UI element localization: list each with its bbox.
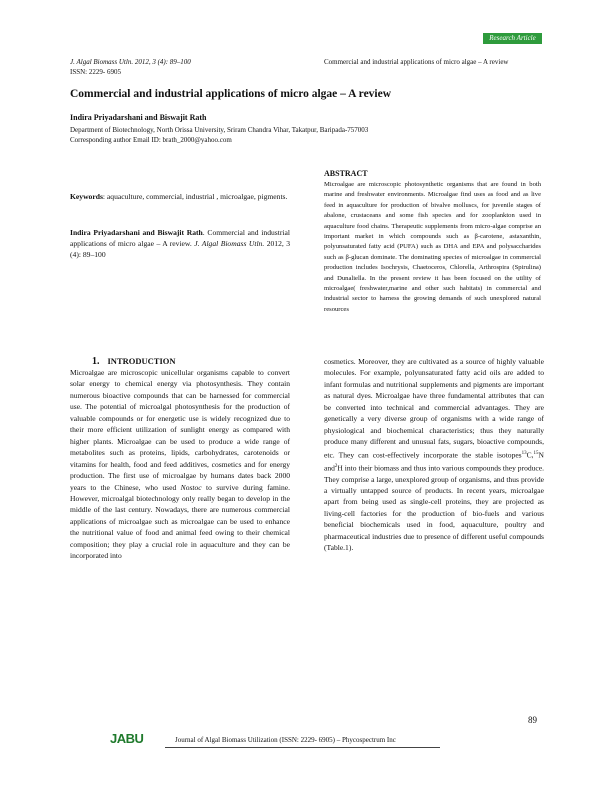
- citation-ref: 2012, 3 (4): 89–100: [70, 239, 291, 259]
- citation-block: [70, 227, 290, 260]
- affiliation-block: [70, 125, 368, 145]
- paragraph-text: N and: [324, 450, 544, 473]
- journal-issn: ISSN: 2229- 6905: [70, 68, 121, 76]
- journal-header: [70, 57, 191, 77]
- page-number: 89: [528, 715, 537, 725]
- paragraph-text: cosmetics. Moreover, they are cultivated as a source of highly valuable molecules. For example, polyunsaturated fatty acid oils are added to infant formulas and nutritional supplements and pigments are important as natural dyes. Microalgae have three fundamental attributes that can be converted into technical and commercial advantages. They are genetically a very diverse group of organisms with a wide range of physiological and biochemical characteristics; thus they naturally produce many different and unusual fats, sugars, bioactive compounds, etc. They can cost-effectively incorporate the stable isotopes: [324, 357, 544, 460]
- keywords-label: Keywords: [70, 192, 103, 201]
- journal-citation: J. Algal Biomass Utln. 2012, 3 (4): 89–100: [70, 58, 191, 66]
- isotope-superscript: 13: [521, 450, 527, 456]
- author-list: Indira Priyadarshani and Biswajit Rath: [70, 113, 207, 122]
- abstract-body: Microalgae are microscopic photosynthetic organisms that are found in both marine and freshwater environments. Microalgae find uses as food and as live feed in aquaculture for production of bivalve molluscs, for juvenile stages of abalone, crustaceans and some fish species and for zooplankton used in aquaculture food chains. Therapeutic supplements from micro-algae comprise an important market in which compounds such as β-carotene, astaxanthin, polyunsaturated fatty acid (PUFA) such as DHA and EPA and polysaccharides such as β-glucan dominate. The dominating species of microalgae in commercial production includes Isochrysis, Chaetoceros, Chlorella, Arthrospira (Spirulina) and Dunaliella. In the present review it has been focused on the utility of microalgae( freshwater,marine and other such habitats) in commercial and industrial sector to harness the growing demands of such unexplored natural resources: [324, 181, 541, 313]
- section-number: 1.: [92, 356, 100, 367]
- citation-title: . Commercial and industrial applications of micro algae – A review.: [70, 228, 290, 248]
- affiliation-department: Department of Biotechnology, North Orissa University, Sriram Chandra Vihar, Takatpur, Baripada-757003: [70, 126, 369, 134]
- isotope-superscript: 2: [334, 463, 338, 469]
- article-type-badge: Research Article: [483, 33, 542, 44]
- footer-divider: [165, 747, 440, 748]
- paragraph-text: Microalgae are microscopic unicellular organisms capable to convert solar energy to chemical energy via photosynthesis. They contain numerous bioactive compounds that can be harnessed for commercial use. The potential of microalgal photosynthesis for the production of valuable compounds or for energetic use is widely recognized due to their more efficient utilization of sunlight energy as compared with higher plants. Microalgae can be used to produce a wide range of metabolites such as proteins, lipids, carbohydrates, carotenoids or vitamins for health, food and feed additives, cosmetics and for energy production. The first use of microalgae by humans dates back 2000 years to the Chinese, who used: [70, 368, 290, 492]
- keywords-text: : aquaculture, commercial, industrial , microalgae, pigments.: [102, 192, 288, 201]
- isotope-superscript: 15: [533, 450, 539, 456]
- abstract-heading: ABSTRACT: [324, 169, 368, 178]
- body-column-right: [324, 356, 544, 554]
- citation-authors: Indira Priyadarshani and Biswajit Rath: [70, 228, 203, 237]
- section-title: INTRODUCTION: [107, 356, 176, 366]
- citation-journal: J. Algal Biomass Utln.: [194, 239, 265, 248]
- genus-name: Nostoc: [180, 482, 202, 492]
- paragraph-text: C,: [526, 450, 534, 460]
- footer-text: Journal of Algal Biomass Utilization (ISSN: 2229- 6905) – Phycospectrum Inc: [175, 736, 396, 744]
- journal-logo: JABU: [110, 731, 144, 746]
- paragraph-text: to survive during famine. However, microalgal biotechnology only really began to develop in the middle of the last century. Nowadays, there are numerous commercial applications of microalgae such as microalgae can be used to enhance the nutritional value of food and animal feed owing to their chemical composition; they play a crucial role in aquaculture and they can be incorporated into: [70, 482, 290, 561]
- section-heading: [92, 356, 176, 367]
- running-title: Commercial and industrial applications of micro algae – A review: [324, 58, 509, 66]
- body-column-left: [70, 367, 290, 562]
- paragraph-text: H into their biomass and thus into various compounds they produce. They comprise a large, unexplored group of organisms, and thus provide a virtually untapped source of products. In recent years, microalgae apart from being used as single-cell proteins, they are projected as living-cell factories for the production of bio-fuels and various beneficial biochemicals used in food, aquaculture, poultry and pharmaceutical industries due to presence of different useful compounds (Table.1).: [324, 463, 544, 553]
- corresponding-email: Corresponding author Email ID: brath_2000@yahoo.com: [70, 136, 232, 144]
- keywords: [70, 192, 290, 203]
- paper-title: Commercial and industrial applications of micro algae – A review: [70, 88, 392, 100]
